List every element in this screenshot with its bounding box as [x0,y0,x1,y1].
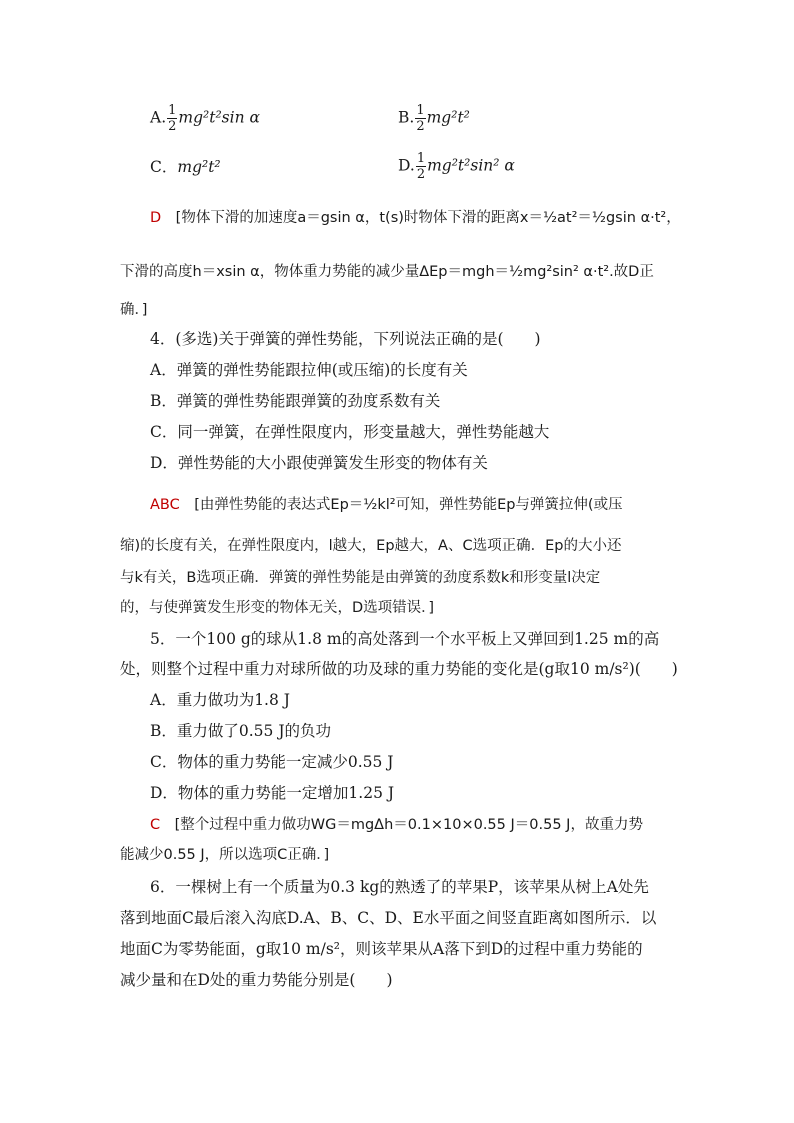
option-expression: mg²t²sin² α [427,156,515,175]
q4-stem: 4．(多选)关于弹簧的弹性势能，下列说法正确的是( ) [150,330,541,348]
option-expression: mg²t² [426,108,470,127]
q4-solution-line1 [150,495,623,515]
answer-key: D [150,210,162,226]
solution-text: 确．] [120,302,148,318]
solution-text: [物体下滑的加速度a＝gsin α，t(s)时物体下滑的距离x＝½at²＝½gsin α·t²， [175,210,681,226]
q3-option-c [150,157,221,177]
q6-stem-line4: 减少量和在D处的重力势能分别是( ) [120,971,393,989]
q5-option-b: B．重力做了0.55 J的负功 [150,722,332,740]
q3-option-a [150,104,260,133]
q4-solution-line3: 与k有关，B选项正确．弹簧的弹性势能是由弹簧的劲度系数k和形变量l决定 [120,570,601,586]
q5-stem-line2: 处，则整个过程中重力对球所做的功及球的重力势能的变化是(g取10 m/s²)( ) [120,660,678,678]
q6-stem-line1: 6．一棵树上有一个质量为0.3 kg的熟透了的苹果P，该苹果从树上A处先 [150,878,649,896]
q5-option-d: D．物体的重力势能一定增加1.25 J [150,784,395,802]
q5-solution-line2: 能减少0.55 J，所以选项C正确．] [120,847,330,863]
fraction: $\frac{1}{2}$ [168,103,177,134]
q4-solution-line2: 缩)的长度有关，在弹性限度内，l越大，Ep越大，A、C选项正确．Ep的大小还 [120,538,622,554]
q4-solution-line4: 的，与使弹簧发生形变的物体无关，D选项错误．] [120,600,435,616]
option-label: D. [398,156,415,175]
option-expression: mg²t²sin α [178,108,260,127]
q6-stem-line2: 落到地面C最后滚入沟底D.A、B、C、D、E水平面之间竖直距离如图所示．以 [120,909,657,927]
option-label: A. [150,108,167,127]
answer-key: C [150,817,161,833]
option-label: B. [398,108,415,127]
q4-option-b: B．弹簧的弹性势能跟弹簧的劲度系数有关 [150,392,441,410]
answer-key: ABC [150,497,180,513]
option-expression: mg²t² [177,158,221,176]
q5-option-c: C．物体的重力势能一定减少0.55 J [150,753,394,771]
q5-stem-line1: 5．一个100 g的球从1.8 m的高处落到一个水平板上又弹回到1.25 m的高 [150,630,660,648]
q5-solution-line1 [150,815,643,835]
fraction: $\frac{1}{2}$ [416,103,425,134]
solution-text: [由弹性势能的表达式Ep＝½kl²可知，弹性势能Ep与弹簧拉伸(或压 [194,497,623,513]
q6-stem-line3: 地面C为零势能面，g取10 m/s²，则该苹果从A落下到D的过程中重力势能的 [120,940,643,958]
solution-text: [整个过程中重力做功WG＝mgΔh＝0.1×10×0.55 J＝0.55 J，故重力势 [174,817,643,833]
q3-solution-line2 [120,262,654,282]
solution-text: 下滑的高度h＝xsin α，物体重力势能的减少量ΔEp＝mgh＝½mg²sin² α·t².故D正 [120,264,654,280]
q3-solution-line3 [120,300,147,320]
q5-option-a: A．重力做功为1.8 J [150,691,290,709]
option-label: C． [150,158,178,176]
q3-option-d [398,152,515,181]
fraction: $\frac{1}{2}$ [416,151,426,182]
q4-option-c: C．同一弹簧，在弹性限度内，形变量越大，弹性势能越大 [150,423,550,441]
q3-option-b [398,104,470,133]
q3-solution-line1 [150,208,681,228]
q4-option-d: D．弹性势能的大小跟使弹簧发生形变的物体有关 [150,454,488,472]
q4-option-a: A．弹簧的弹性势能跟拉伸(或压缩)的长度有关 [150,361,468,379]
